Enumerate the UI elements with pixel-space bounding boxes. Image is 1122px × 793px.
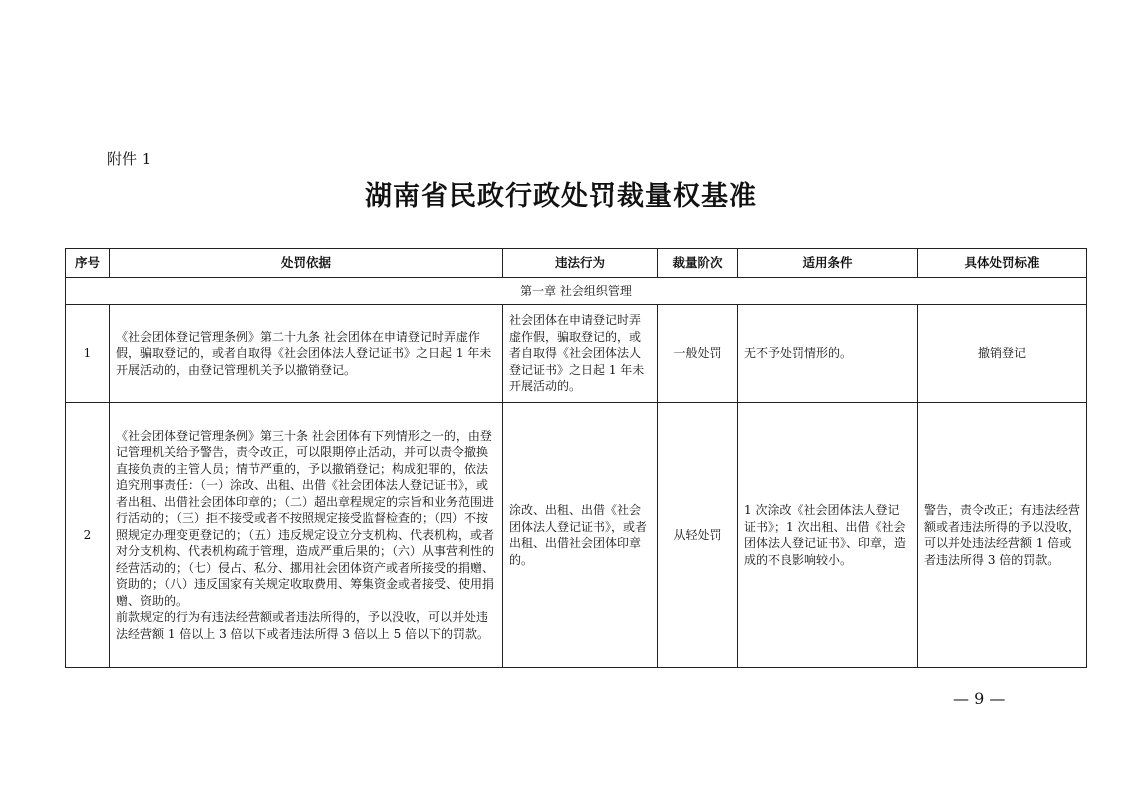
row-violation: 涂改、出租、出借《社会团体法人登记证书》，或者出租、出借社会团体印章的。 — [503, 403, 658, 668]
discretion-table — [65, 248, 1087, 668]
row-basis — [110, 403, 503, 668]
header-violation: 违法行为 — [503, 249, 658, 278]
header-row — [66, 249, 1087, 278]
row-standard: 撤销登记 — [918, 305, 1087, 403]
attachment-label: 附件 1 — [107, 150, 152, 168]
header-level: 裁量阶次 — [658, 249, 738, 278]
chapter-heading: 第一章 社会组织管理 — [66, 278, 1087, 305]
row-basis — [110, 305, 503, 403]
basis-text: 《社会团体登记管理条例》第三十条 社会团体有下列情形之一的，由登记管理机关给予警告，责令改正，可以限期停止活动，并可以责令撤换直接负责的主管人员；情节严重的，予以撤销登记；构成犯罪的，依法追究刑事责任：（一）涂改、出租、出借《社会团体法人登记证书》，或者出租、出借社会团体印章的；（二）超出章程规定的宗旨和业务范围进行活动的；（三）拒不接受或者不按照规定接受监督检查的；（四）不按照规定办理变更登记的；（五）违反规定设立分支机构、代表机构，或者对分支机构、代表机构疏于管理，造成严重后果的；（六）从事营利性的经营活动的；（七）侵占、私分、挪用社会团体资产或者所接受的捐赠、资助的；（八）违反国家有关规定收取费用、筹集资金或者接受、使用捐赠、资助的。 — [116, 428, 495, 608]
row-no: 2 — [66, 403, 110, 668]
header-condition: 适用条件 — [738, 249, 918, 278]
row-level: 一般处罚 — [658, 305, 738, 403]
table-row — [66, 403, 1087, 668]
basis-text: 《社会团体登记管理条例》第二十九条 社会团体在申请登记时弄虚作假，骗取登记的，或者自取得《社会团体法人登记证书》之日起 1 年未开展活动的，由登记管理机关予以撤销登记。 — [116, 329, 492, 377]
document-title: 湖南省民政行政处罚裁量权基准 — [365, 181, 757, 212]
chapter-row — [66, 278, 1087, 305]
header-standard: 具体处罚标准 — [918, 249, 1087, 278]
row-violation: 社会团体在申请登记时弄虚作假，骗取登记的，或者自取得《社会团体法人登记证书》之日起 1 年未开展活动的。 — [503, 305, 658, 403]
page-number: — 9 — — [953, 689, 1006, 708]
basis-text-secondary: 前款规定的行为有违法经营额或者违法所得的，予以没收，可以并处违法经营额 1 倍以上 3 倍以下或者违法所得 3 倍以上 5 倍以下的罚款。 — [116, 610, 490, 641]
row-condition: 无不予处罚情形的。 — [738, 305, 918, 403]
row-standard: 警告，责令改正；有违法经营额或者违法所得的予以没收，可以并处违法经营额 1 倍或者违法所得 3 倍的罚款。 — [918, 403, 1087, 668]
table-row — [66, 305, 1087, 403]
row-condition: 1 次涂改《社会团体法人登记证书》；1 次出租、出借《社会团体法人登记证书》、印章，造成的不良影响较小。 — [738, 403, 918, 668]
header-no: 序号 — [66, 249, 110, 278]
row-no: 1 — [66, 305, 110, 403]
header-basis: 处罚依据 — [110, 249, 503, 278]
row-level: 从轻处罚 — [658, 403, 738, 668]
